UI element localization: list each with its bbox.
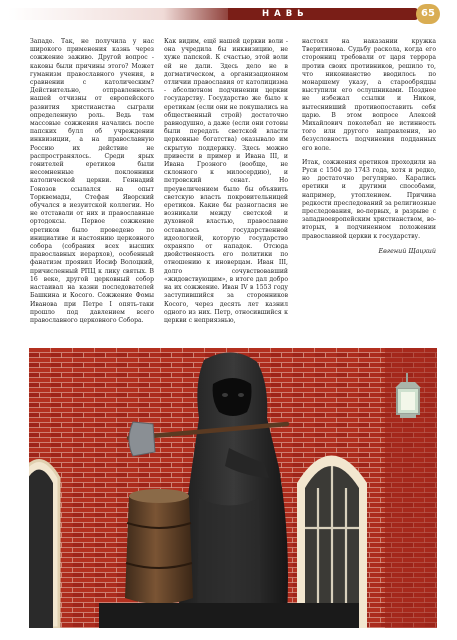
author-signature: Евгений Щацкий [378, 246, 436, 255]
page-number-badge: 65 [416, 4, 440, 24]
column-3-paragraph-1: настоял на наказании кружка Тверитинова. Судьбу раскола, когда его сторонниц требовали от царя террора против своих противников, решило то, что никонианство вводилось по монаршему указу, а старообрядцы выступили его ослушниками. Позднее не избежал ссылки и Никон, вытеснивший противопоставить себя царю. В этом вопросе Алексей Михайлович поколебал не истинность того или другого направления, но безусловность подчинения подданных его воле. [302, 38, 436, 152]
arched-window-right [297, 456, 367, 629]
chopping-block [125, 489, 193, 604]
article-column-3 [302, 38, 436, 255]
executioner-statue-photo [29, 348, 437, 628]
header-gradient [8, 8, 230, 20]
section-title: НАВЬ [262, 9, 309, 19]
header-band [228, 8, 418, 20]
article-column-1 [30, 38, 154, 331]
page-header [0, 0, 457, 24]
article-column-2 [164, 38, 288, 331]
column-2-text: Как видим, ещё нашей церкви воли - она учредила бы инквизицию, не хуже папской. К счастью, этой воли ей не дали. Здесь дело не в догматическом, а организационном отличии православия от католицизма - абсолютном подчинении церкви государству. Государство же было к еретикам (если они не покушались на общественный строй) достаточно равнодушно, а даже (если они готовы были передать светской власти церковные богатства) оказывало им скрытую поддержку. Здесь можно привести в пример и Ивана III, и Ивана Грозного (вообще, не склонного к милосердию), и петровский сенат. Но преувеличением было бы объявить светскую власть покровительницей еретиков. Какие бы разногласия не возникали между светской и духовной властью, православие оставалось государственной идеологией, которую государство охраняло от нападок. Отсюда двойственность его политики по отношению к иноверцам. Иван III, долго сочувствовавший «жидовствующим», в итоге дал добро на их сожжение. Иван IV в 1553 году заступившийся за сторонников Косого, через десять лет казнил одного из них. Петр, относившийся к церкви с неприязнью, [164, 38, 288, 324]
arched-window-left [29, 461, 59, 629]
column-3-paragraph-2: Итак, сожжения еретиков проходили на Руси с 1504 до 1743 года, хотя и редко, но достаточно регулярно. Карались еретики и другими способами, например, утоплением. Причина редкости преследований за религиозные преследования, во-первых, в разрыве с западноевропейским христианством, во-вторых, в подчиненном положении православной церкви к государству. [302, 158, 436, 240]
statue-pedestal [99, 603, 359, 628]
column-1-text: Западе. Так, не получила у нас широкого применения казнь через сожжение заживо. Другой вопрос - каковы были причины этого? Может гуманизм православного учения, в сравнении с католическим? Действительно, отправленность нашей отчизны от европейского развития христианства сыграли определенную роль. Ведь там массовые сожжения начались после папских булл об учреждении инквизиции, а на православную Россию их действие не распространялось. Среди ярых гонителей еретиков были несомненные поклонники католической церкви. Геннадий Гонозов ссылался на опыт Торквемады, Стефан Яворский обучался в иезуитской коллегии. Но не отставали от них и православные ортодоксы. Первое сожжение еретиков было проведено по инициативе и настоянию церковного собора (собрания всех высших православных иерархов), особенный фанатизм проявил Иосиф Волоцкий, причисленный РПЦ к лику святых. В 16 веке, другой церковный собор настаивал на казни последователей Башкина и Косого. Сожжение Фомы Иванова при Петре I опять-таки прошло под давлением всего православного церковного Собора. [30, 38, 154, 324]
article-photo [29, 348, 437, 628]
